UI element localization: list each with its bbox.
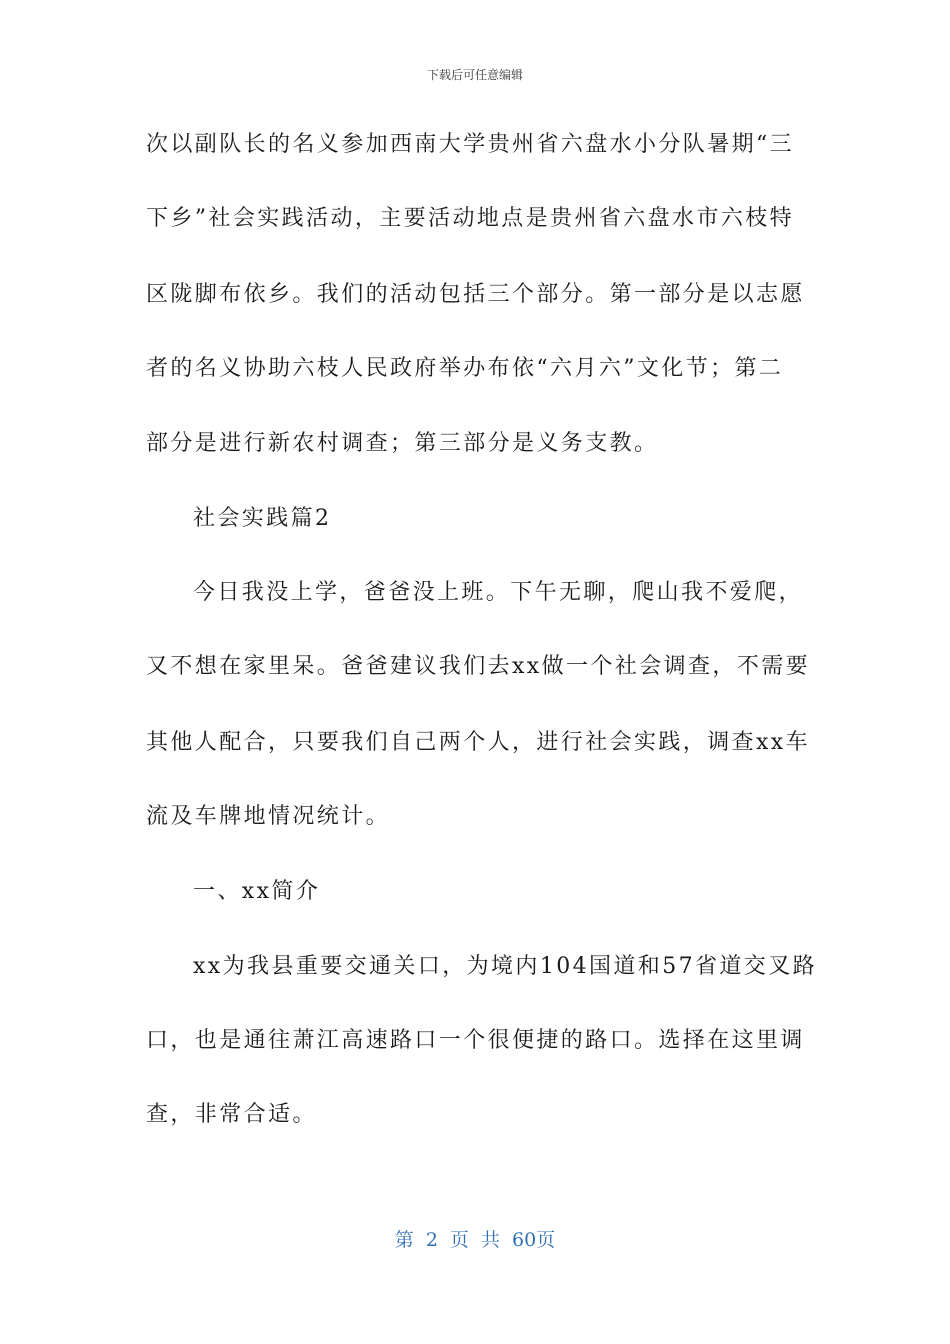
paragraph-line: 次以副队长的名义参加西南大学贵州省六盘水小分队暑期“三 [146, 132, 795, 157]
paragraph-line: 其他人配合，只要我们自己两个人，进行社会实践，调查xx车 [146, 730, 811, 755]
paragraph-line: xx为我县重要交通关口，为境内104国道和57省道交叉路 [193, 954, 818, 979]
paragraph-line: 流及车牌地情况统计。 [146, 804, 391, 829]
page-footer: 第 2 页 共 60页 [394, 1229, 556, 1251]
section-heading: 社会实践篇2 [193, 506, 332, 531]
paragraph-line: 口，也是通往萧江高速路口一个很便捷的路口。选择在这里调 [146, 1028, 805, 1053]
paragraph-line: 又不想在家里呆。爸爸建议我们去xx做一个社会调查，不需要 [146, 654, 811, 679]
paragraph-line: 查，非常合适。 [146, 1102, 317, 1127]
page-header: 下载后可任意编辑 [426, 68, 523, 82]
paragraph-line: 区陇脚布依乡。我们的活动包括三个部分。第一部分是以志愿 [146, 282, 805, 307]
paragraph-line: 今日我没上学，爸爸没上班。下午无聊，爬山我不爱爬， [193, 580, 804, 605]
paragraph-line: 部分是进行新农村调查；第三部分是义务支教。 [146, 431, 659, 456]
paragraph-line: 下乡”社会实践活动，主要活动地点是贵州省六盘水市六枝特 [146, 206, 795, 231]
subsection-heading: 一、xx简介 [193, 879, 321, 904]
paragraph-line: 者的名义协助六枝人民政府举办布依“六月六”文化节；第二 [146, 356, 784, 381]
